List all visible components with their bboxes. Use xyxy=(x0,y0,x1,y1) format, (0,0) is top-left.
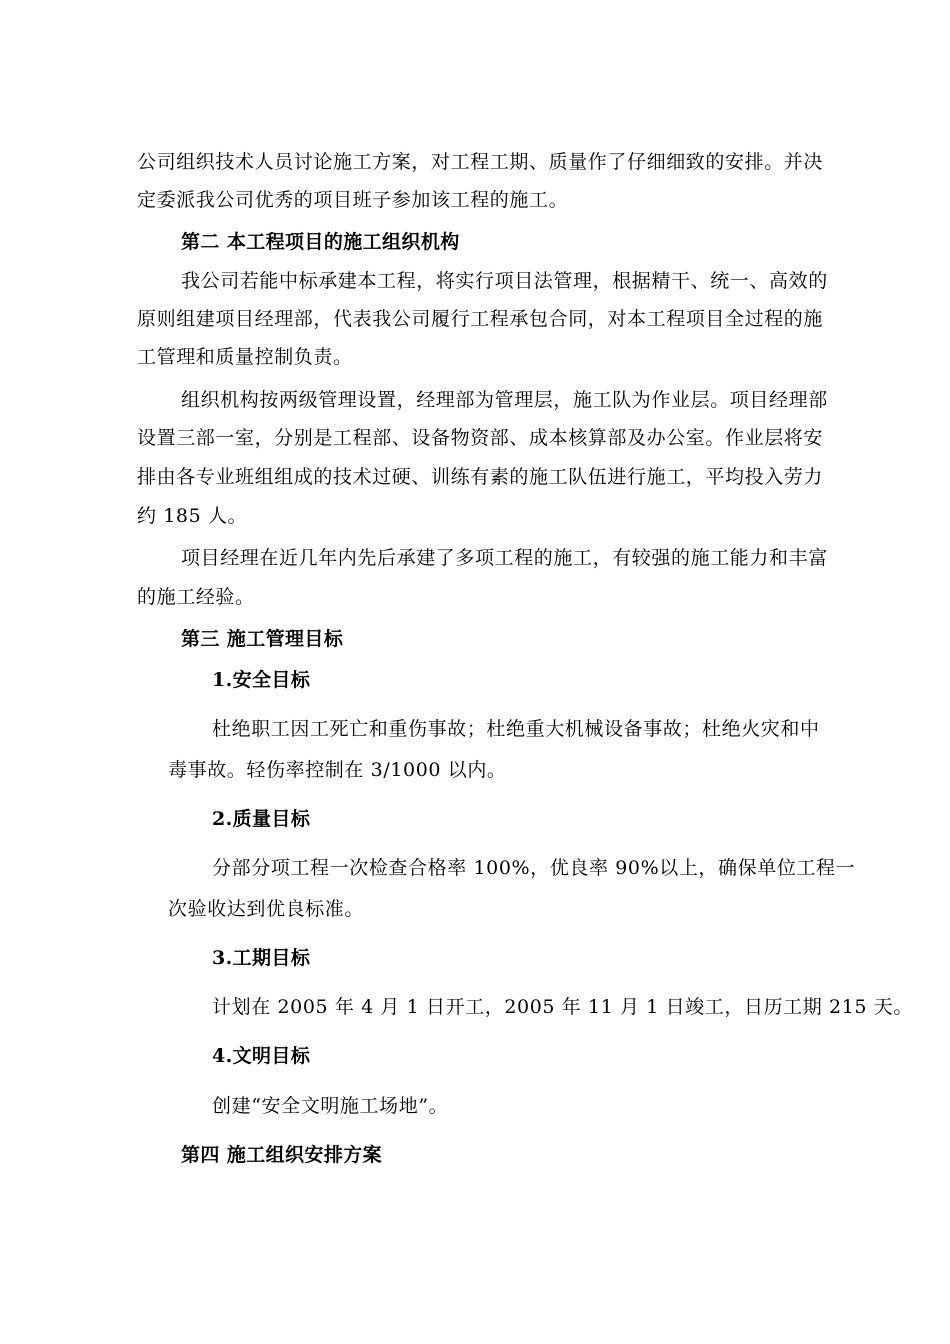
paragraph-line: 原则组建项目经理部，代表我公司履行工程承包合同，对本工程项目全过程的施 xyxy=(137,308,824,330)
paragraph-line: 约 185 人。 xyxy=(137,505,248,527)
section-heading-3: 第三 施工管理目标 xyxy=(181,628,344,650)
paragraph-line: 设置三部一室，分别是工程部、设备物资部、成本核算部及办公室。作业层将安 xyxy=(137,427,824,449)
paragraph-line: 毒事故。轻伤率控制在 3/1000 以内。 xyxy=(168,759,507,781)
subheading-schedule: 3.工期目标 xyxy=(212,947,311,969)
paragraph-line: 计划在 2005 年 4 月 1 日开工，2005 年 11 月 1 日竣工，日历工期 215 天。 xyxy=(212,996,913,1018)
paragraph-line: 分部分项工程一次检查合格率 100%，优良率 90%以上，确保单位工程一 xyxy=(212,857,856,879)
paragraph-line: 组织机构按两级管理设置，经理部为管理层，施工队为作业层。项目经理部 xyxy=(181,389,828,411)
subheading-safety: 1.安全目标 xyxy=(212,669,311,691)
paragraph-line: 公司组织技术人员讨论施工方案，对工程工期、质量作了仔细细致的安排。并决 xyxy=(137,151,824,173)
paragraph-line: 次验收达到优良标准。 xyxy=(168,898,365,920)
paragraph-line: 我公司若能中标承建本工程，将实行项目法管理，根据精干、统一、高效的 xyxy=(181,270,828,292)
subheading-civilization: 4.文明目标 xyxy=(212,1045,311,1067)
paragraph-line: 排由各专业班组组成的技术过硬、训练有素的施工队伍进行施工，平均投入劳力 xyxy=(137,466,824,488)
section-heading-2: 第二 本工程项目的施工组织机构 xyxy=(181,231,460,253)
paragraph-line: 创建“安全文明施工场地”。 xyxy=(212,1095,449,1117)
subheading-quality: 2.质量目标 xyxy=(212,808,311,830)
section-heading-4: 第四 施工组织安排方案 xyxy=(181,1144,383,1166)
paragraph-line: 的施工经验。 xyxy=(137,586,255,608)
paragraph-line: 杜绝职工因工死亡和重伤事故；杜绝重大机械设备事故；杜绝火灾和中 xyxy=(212,718,820,740)
paragraph-line: 项目经理在近几年内先后承建了多项工程的施工，有较强的施工能力和丰富 xyxy=(181,547,828,569)
paragraph-line: 定委派我公司优秀的项目班子参加该工程的施工。 xyxy=(137,189,569,211)
paragraph-line: 工管理和质量控制负责。 xyxy=(137,346,353,368)
